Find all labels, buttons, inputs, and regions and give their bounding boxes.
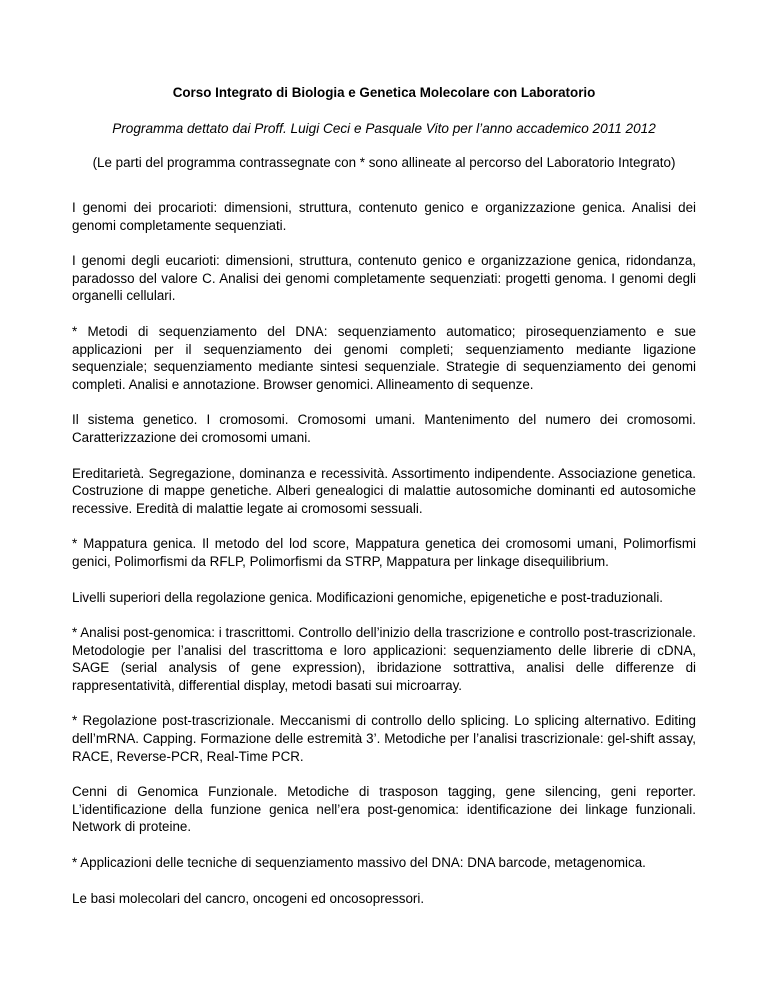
document-title: Corso Integrato di Biologia e Genetica Molecolare con Laboratorio — [172, 85, 596, 100]
document-subtitle: Programma dettato dai Proff. Luigi Ceci e Pasquale Vito per l’anno accademico 2011 2012 — [112, 121, 656, 136]
paragraph-heredity: Ereditarietà. Segregazione, dominanza e recessività. Assortimento indipendente. Associazione genetica. Costruzione di mappe genetiche. Alberi genealogici di malattie autosomiche dominanti ed autosomiche recessive. Eredità di malattie legate ai cromosomi sessuali. — [72, 465, 696, 516]
paragraph-post-transcriptional: * Regolazione post-trascrizionale. Meccanismi di controllo dello splicing. Lo splicing alternativo. Editing dell’mRNA. Capping. Formazione delle estremità 3’. Metodiche per l’analisi trascrizionale: gel-shift assay, RACE, Reverse-PCR, Real-Time PCR. — [72, 713, 696, 764]
paragraph-massive-sequencing: * Applicazioni delle tecniche di sequenziamento massivo del DNA: DNA barcode, metagenomica. — [72, 855, 646, 871]
paragraph-prokaryote-genomes: I genomi dei procarioti: dimensioni, struttura, contenuto genico e organizzazione genica. Analisi dei genomi completamente sequenziati. — [72, 200, 696, 233]
paragraph-eukaryote-genomes: I genomi degli eucarioti: dimensioni, struttura, contenuto genico e organizzazione genica, ridondanza, paradosso del valore C. Analisi dei genomi completamente sequenziati: progetti genoma. I genomi degli organelli cellulari. — [72, 253, 696, 304]
paragraph-cancer-basis: Le basi molecolari del cancro, oncogeni ed oncosopressori. — [72, 890, 425, 906]
paragraph-functional-genomics: Cenni di Genomica Funzionale. Metodiche di trasposon tagging, gene silencing, geni reporter. L’identificazione della funzione genica nell’era post-genomica: identificazione dei linkage funzionali. Network di proteine. — [72, 784, 696, 835]
program-note: (Le parti del programma contrassegnate con * sono allineate al percorso del Laboratorio Integrato) — [92, 155, 676, 170]
paragraph-gene-regulation: Livelli superiori della regolazione genica. Modificazioni genomiche, epigenetiche e post-traduzionali. — [72, 589, 664, 605]
paragraph-transcriptomes: * Analisi post-genomica: i trascrittomi. Controllo dell’inizio della trascrizione e controllo post-trascrizionale. Metodologie per l’analisi del trascrittoma e loro applicazioni: sequenziamento delle librerie di cDNA, SAGE (serial analysis of gene expression), ibridazione sottrattiva, analisi delle differenze di rappresentatività, differential display, metodi basati sui microarray. — [72, 625, 696, 693]
paragraph-dna-sequencing: * Metodi di sequenziamento del DNA: sequenziamento automatico; pirosequenziamento e sue applicazioni per il sequenziamento dei genomi completi; sequenziamento mediante ligazione sequenziale; sequenziamento mediante sintesi sequenziale. Strategie di sequenziamento dei genomi completi. Analisi e annotazione. Browser genomici. Allineamento di sequenze. — [72, 323, 696, 392]
paragraph-gene-mapping: * Mappatura genica. Il metodo del lod score, Mappatura genetica dei cromosomi umani, Polimorfismi genici, Polimorfismi da RFLP, Polimorfismi da STRP, Mappatura per linkage disequilibrium. — [72, 536, 696, 569]
paragraph-genetic-system: Il sistema genetico. I cromosomi. Cromosomi umani. Mantenimento del numero dei cromosomi. Caratterizzazione dei cromosomi umani. — [72, 412, 696, 445]
